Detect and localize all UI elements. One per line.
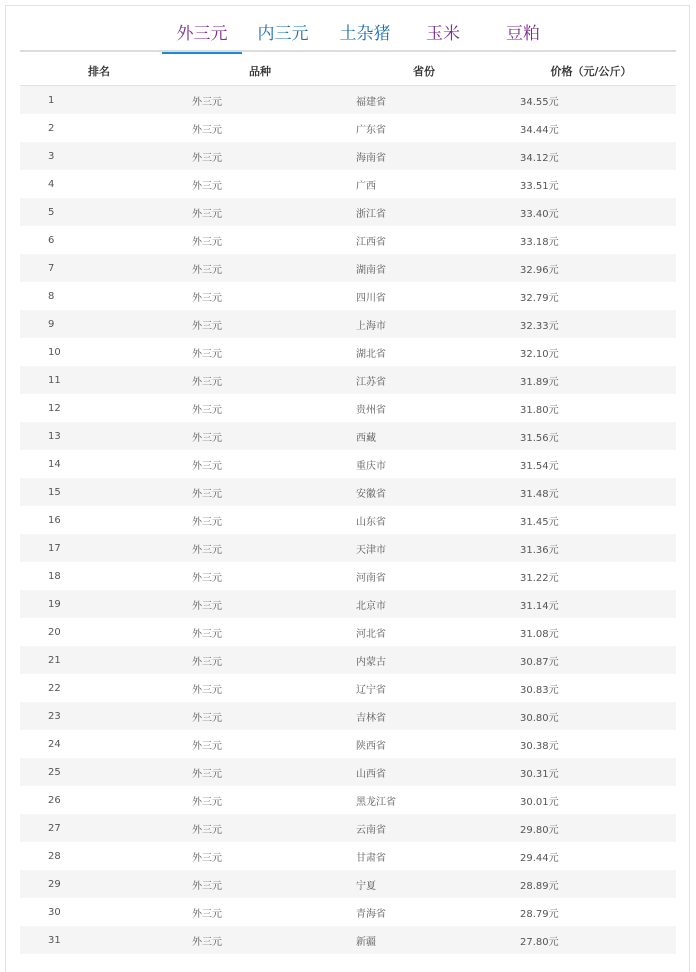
- rank-cell: 25: [20, 758, 178, 786]
- price-cell: 33.40元: [506, 198, 676, 226]
- province-cell: 贵州省: [342, 394, 506, 422]
- table-row: [20, 254, 676, 282]
- province-cell: 浙江省: [342, 198, 506, 226]
- tab-nei-san-yuan[interactable]: 内三元: [257, 24, 309, 44]
- price-cell: 34.44元: [506, 114, 676, 142]
- province-cell: 重庆市: [342, 450, 506, 478]
- table-row: [20, 114, 676, 142]
- header-province: 省份: [342, 57, 506, 86]
- tab-tu-za-zhu[interactable]: 土杂猪: [339, 24, 391, 44]
- price-cell: 32.10元: [506, 338, 676, 366]
- table-row: [20, 282, 676, 310]
- rank-cell: 13: [20, 422, 178, 450]
- table-row: [20, 478, 676, 506]
- province-cell: 湖北省: [342, 338, 506, 366]
- table-row: [20, 366, 676, 394]
- breed-cell: 外三元: [178, 366, 342, 394]
- rank-cell: 21: [20, 646, 178, 674]
- price-cell: 31.89元: [506, 366, 676, 394]
- table-row: [20, 730, 676, 758]
- table-row: [20, 786, 676, 814]
- price-cell: 30.38元: [506, 730, 676, 758]
- table-row: [20, 534, 676, 562]
- breed-cell: 外三元: [178, 674, 342, 702]
- tab-wai-san-yuan[interactable]: 外三元: [162, 22, 242, 54]
- price-cell: 34.55元: [506, 86, 676, 115]
- price-ranking-table: [20, 57, 676, 954]
- breed-cell: 外三元: [178, 282, 342, 310]
- province-cell: 天津市: [342, 534, 506, 562]
- table-row: [20, 226, 676, 254]
- province-cell: 山东省: [342, 506, 506, 534]
- rank-cell: 1: [20, 86, 178, 115]
- province-cell: 宁夏: [342, 870, 506, 898]
- table-row: [20, 814, 676, 842]
- price-cell: 31.36元: [506, 534, 676, 562]
- price-cell: 30.80元: [506, 702, 676, 730]
- price-cell: 33.51元: [506, 170, 676, 198]
- table-body: [20, 86, 676, 955]
- price-cell: 31.22元: [506, 562, 676, 590]
- table-row: [20, 842, 676, 870]
- price-cell: 31.54元: [506, 450, 676, 478]
- breed-cell: 外三元: [178, 198, 342, 226]
- price-cell: 28.79元: [506, 898, 676, 926]
- breed-cell: 外三元: [178, 702, 342, 730]
- breed-cell: 外三元: [178, 254, 342, 282]
- rank-cell: 28: [20, 842, 178, 870]
- province-cell: 安徽省: [342, 478, 506, 506]
- province-cell: 广东省: [342, 114, 506, 142]
- province-cell: 上海市: [342, 310, 506, 338]
- table-row: [20, 926, 676, 954]
- table-header-row: [20, 57, 676, 86]
- breed-cell: 外三元: [178, 842, 342, 870]
- price-cell: 31.14元: [506, 590, 676, 618]
- breed-cell: 外三元: [178, 590, 342, 618]
- breed-cell: 外三元: [178, 898, 342, 926]
- province-cell: 江苏省: [342, 366, 506, 394]
- province-cell: 福建省: [342, 86, 506, 115]
- rank-cell: 14: [20, 450, 178, 478]
- rank-cell: 22: [20, 674, 178, 702]
- table-row: [20, 758, 676, 786]
- province-cell: 黑龙江省: [342, 786, 506, 814]
- rank-cell: 17: [20, 534, 178, 562]
- price-cell: 32.96元: [506, 254, 676, 282]
- breed-cell: 外三元: [178, 422, 342, 450]
- breed-cell: 外三元: [178, 506, 342, 534]
- rank-cell: 11: [20, 366, 178, 394]
- province-cell: 陕西省: [342, 730, 506, 758]
- breed-cell: 外三元: [178, 310, 342, 338]
- breed-cell: 外三元: [178, 534, 342, 562]
- table-row: [20, 422, 676, 450]
- breed-cell: 外三元: [178, 730, 342, 758]
- price-cell: 31.08元: [506, 618, 676, 646]
- breed-cell: 外三元: [178, 758, 342, 786]
- price-cell: 31.80元: [506, 394, 676, 422]
- header-breed: 品种: [178, 57, 342, 86]
- rank-cell: 3: [20, 142, 178, 170]
- breed-cell: 外三元: [178, 562, 342, 590]
- tab-dou-po[interactable]: 豆粕: [506, 24, 540, 44]
- table-row: [20, 562, 676, 590]
- table-row: [20, 870, 676, 898]
- price-cell: 31.56元: [506, 422, 676, 450]
- rank-cell: 7: [20, 254, 178, 282]
- province-cell: 四川省: [342, 282, 506, 310]
- breed-cell: 外三元: [178, 338, 342, 366]
- table-row: [20, 506, 676, 534]
- table-row: [20, 86, 676, 115]
- table-row: [20, 702, 676, 730]
- province-cell: 云南省: [342, 814, 506, 842]
- breed-cell: 外三元: [178, 114, 342, 142]
- province-cell: 山西省: [342, 758, 506, 786]
- breed-cell: 外三元: [178, 86, 342, 115]
- breed-cell: 外三元: [178, 926, 342, 954]
- rank-cell: 27: [20, 814, 178, 842]
- province-cell: 西藏: [342, 422, 506, 450]
- rank-cell: 19: [20, 590, 178, 618]
- table-row: [20, 338, 676, 366]
- header-rank: 排名: [20, 57, 178, 86]
- breed-cell: 外三元: [178, 646, 342, 674]
- table-row: [20, 310, 676, 338]
- province-cell: 湖南省: [342, 254, 506, 282]
- price-cell: 27.80元: [506, 926, 676, 954]
- table-row: [20, 646, 676, 674]
- table-row: [20, 590, 676, 618]
- table-row: [20, 394, 676, 422]
- rank-cell: 5: [20, 198, 178, 226]
- rank-cell: 12: [20, 394, 178, 422]
- table-row: [20, 142, 676, 170]
- breed-cell: 外三元: [178, 870, 342, 898]
- rank-cell: 9: [20, 310, 178, 338]
- province-cell: 青海省: [342, 898, 506, 926]
- province-cell: 河南省: [342, 562, 506, 590]
- rank-cell: 29: [20, 870, 178, 898]
- breed-cell: 外三元: [178, 450, 342, 478]
- province-cell: 新疆: [342, 926, 506, 954]
- rank-cell: 10: [20, 338, 178, 366]
- category-tabs: [20, 16, 676, 52]
- price-cell: 34.12元: [506, 142, 676, 170]
- province-cell: 广西: [342, 170, 506, 198]
- price-cell: 30.87元: [506, 646, 676, 674]
- price-cell: 28.89元: [506, 870, 676, 898]
- price-cell: 29.80元: [506, 814, 676, 842]
- table-row: [20, 170, 676, 198]
- province-cell: 甘肃省: [342, 842, 506, 870]
- table-row: [20, 674, 676, 702]
- province-cell: 内蒙古: [342, 646, 506, 674]
- rank-cell: 30: [20, 898, 178, 926]
- table-row: [20, 198, 676, 226]
- price-cell: 33.18元: [506, 226, 676, 254]
- price-cell: 31.45元: [506, 506, 676, 534]
- table-row: [20, 450, 676, 478]
- breed-cell: 外三元: [178, 814, 342, 842]
- breed-cell: 外三元: [178, 394, 342, 422]
- price-cell: 32.33元: [506, 310, 676, 338]
- rank-cell: 20: [20, 618, 178, 646]
- table-row: [20, 618, 676, 646]
- rank-cell: 26: [20, 786, 178, 814]
- breed-cell: 外三元: [178, 478, 342, 506]
- breed-cell: 外三元: [178, 170, 342, 198]
- price-cell: 30.31元: [506, 758, 676, 786]
- rank-cell: 18: [20, 562, 178, 590]
- rank-cell: 23: [20, 702, 178, 730]
- table-row: [20, 898, 676, 926]
- breed-cell: 外三元: [178, 786, 342, 814]
- rank-cell: 2: [20, 114, 178, 142]
- tab-yu-mi[interactable]: 玉米: [426, 24, 460, 44]
- price-cell: 32.79元: [506, 282, 676, 310]
- price-cell: 30.01元: [506, 786, 676, 814]
- price-cell: 29.44元: [506, 842, 676, 870]
- province-cell: 辽宁省: [342, 674, 506, 702]
- rank-cell: 31: [20, 926, 178, 954]
- rank-cell: 16: [20, 506, 178, 534]
- province-cell: 吉林省: [342, 702, 506, 730]
- header-price: 价格（元/公斤）: [506, 57, 676, 86]
- breed-cell: 外三元: [178, 618, 342, 646]
- price-cell: 31.48元: [506, 478, 676, 506]
- province-cell: 河北省: [342, 618, 506, 646]
- rank-cell: 8: [20, 282, 178, 310]
- rank-cell: 24: [20, 730, 178, 758]
- rank-cell: 15: [20, 478, 178, 506]
- price-cell: 30.83元: [506, 674, 676, 702]
- rank-cell: 4: [20, 170, 178, 198]
- breed-cell: 外三元: [178, 226, 342, 254]
- province-cell: 北京市: [342, 590, 506, 618]
- province-cell: 江西省: [342, 226, 506, 254]
- province-cell: 海南省: [342, 142, 506, 170]
- rank-cell: 6: [20, 226, 178, 254]
- breed-cell: 外三元: [178, 142, 342, 170]
